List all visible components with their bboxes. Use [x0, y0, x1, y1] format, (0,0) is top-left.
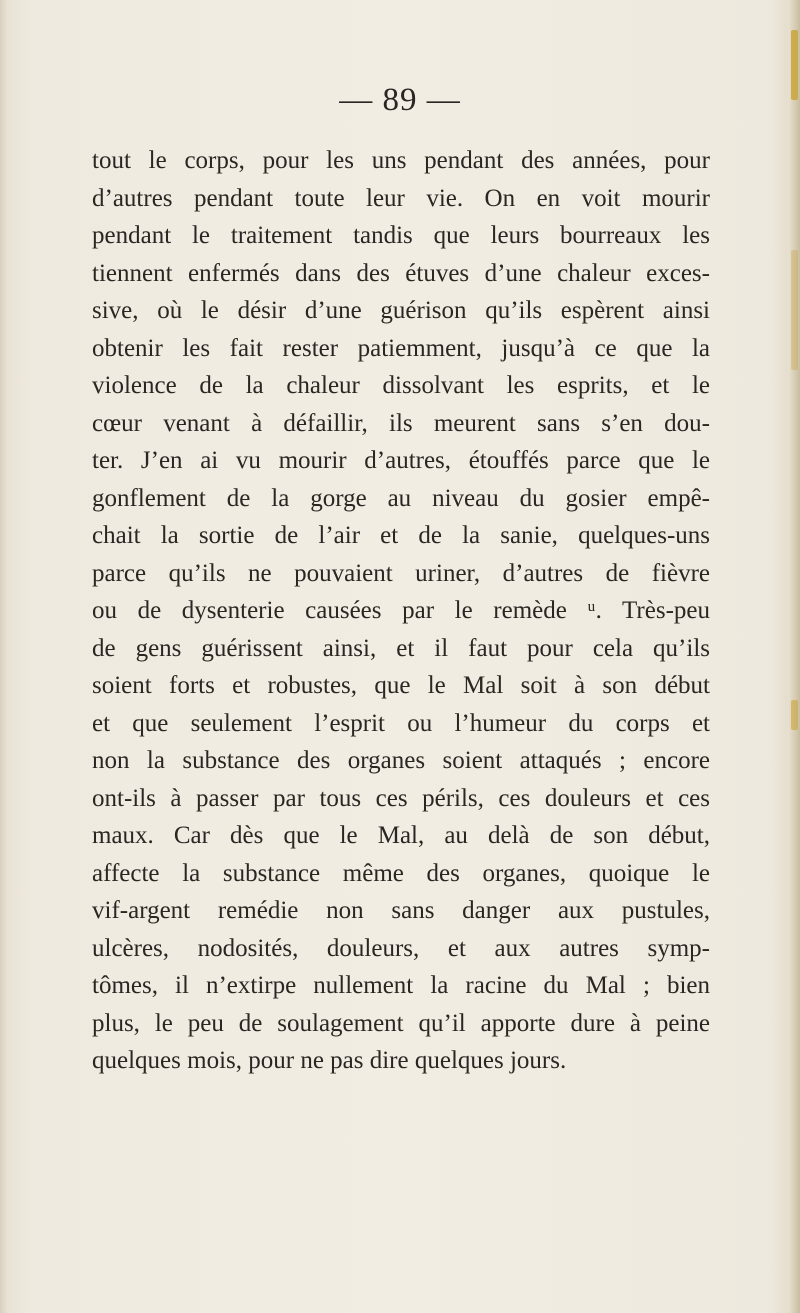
- text-line: obtenir les fait rester patiemment, jusqu’à ce que la: [92, 334, 710, 362]
- text-line: parce qu’ils ne pouvaient uriner, d’autres de fièvre: [92, 559, 710, 587]
- text-line: ulcères, nodosités, douleurs, et aux autres symp-: [92, 934, 710, 962]
- page-left-edge: [0, 0, 8, 1313]
- text-line: tiennent enfermés dans des étuves d’une chaleur exces-: [92, 259, 710, 287]
- text-line: ter. J’en ai vu mourir d’autres, étouffés parce que le: [92, 447, 710, 474]
- text-line: de gens guérissent ainsi, et il faut pour cela qu’ils: [92, 634, 710, 662]
- edge-stain-mark: [791, 250, 798, 370]
- text-line: affecte la substance même des organes, quoique le: [92, 859, 710, 887]
- text-line: ont-ils à passer par tous ces périls, ces douleurs et ces: [92, 784, 710, 812]
- text-line: gonflement de la gorge au niveau du gosier empê-: [92, 484, 710, 512]
- text-line: soient forts et robustes, que le Mal soit à son début: [92, 672, 710, 699]
- text-line: ou de dysenterie causées par le remède ᵘ. Très-peu: [92, 597, 710, 624]
- text-line: plus, le peu de soulagement qu’il apporte dure à peine: [92, 1009, 710, 1037]
- text-line: cœur venant à défaillir, ils meurent sans s’en dou-: [92, 409, 710, 437]
- page-right-edge: [788, 0, 800, 1313]
- body-text: [92, 142, 710, 1080]
- text-line: violence de la chaleur dissolvant les esprits, et le: [92, 372, 710, 399]
- text-line: d’autres pendant toute leur vie. On en voit mourir: [92, 184, 710, 212]
- text-line: tout le corps, pour les uns pendant des années, pour: [92, 147, 710, 174]
- text-line: tômes, il n’extirpe nullement la racine du Mal ; bien: [92, 972, 710, 999]
- text-line: maux. Car dès que le Mal, au delà de son début,: [92, 822, 710, 849]
- text-line: sive, où le désir d’une guérison qu’ils espèrent ainsi: [92, 297, 710, 324]
- text-line: pendant le traitement tandis que leurs bourreaux les: [92, 222, 710, 249]
- text-line: et que seulement l’esprit ou l’humeur du corps et: [92, 709, 710, 737]
- text-line: vif-argent remédie non sans danger aux pustules,: [92, 897, 710, 924]
- text-line: non la substance des organes soient attaqués ; encore: [92, 747, 710, 774]
- page-number: — 89 —: [339, 82, 461, 118]
- text-line: chait la sortie de l’air et de la sanie, quelques-uns: [92, 522, 710, 549]
- edge-stain-mark: [791, 700, 798, 730]
- text-line-last: quelques mois, pour ne pas dire quelques jours.: [92, 1047, 567, 1074]
